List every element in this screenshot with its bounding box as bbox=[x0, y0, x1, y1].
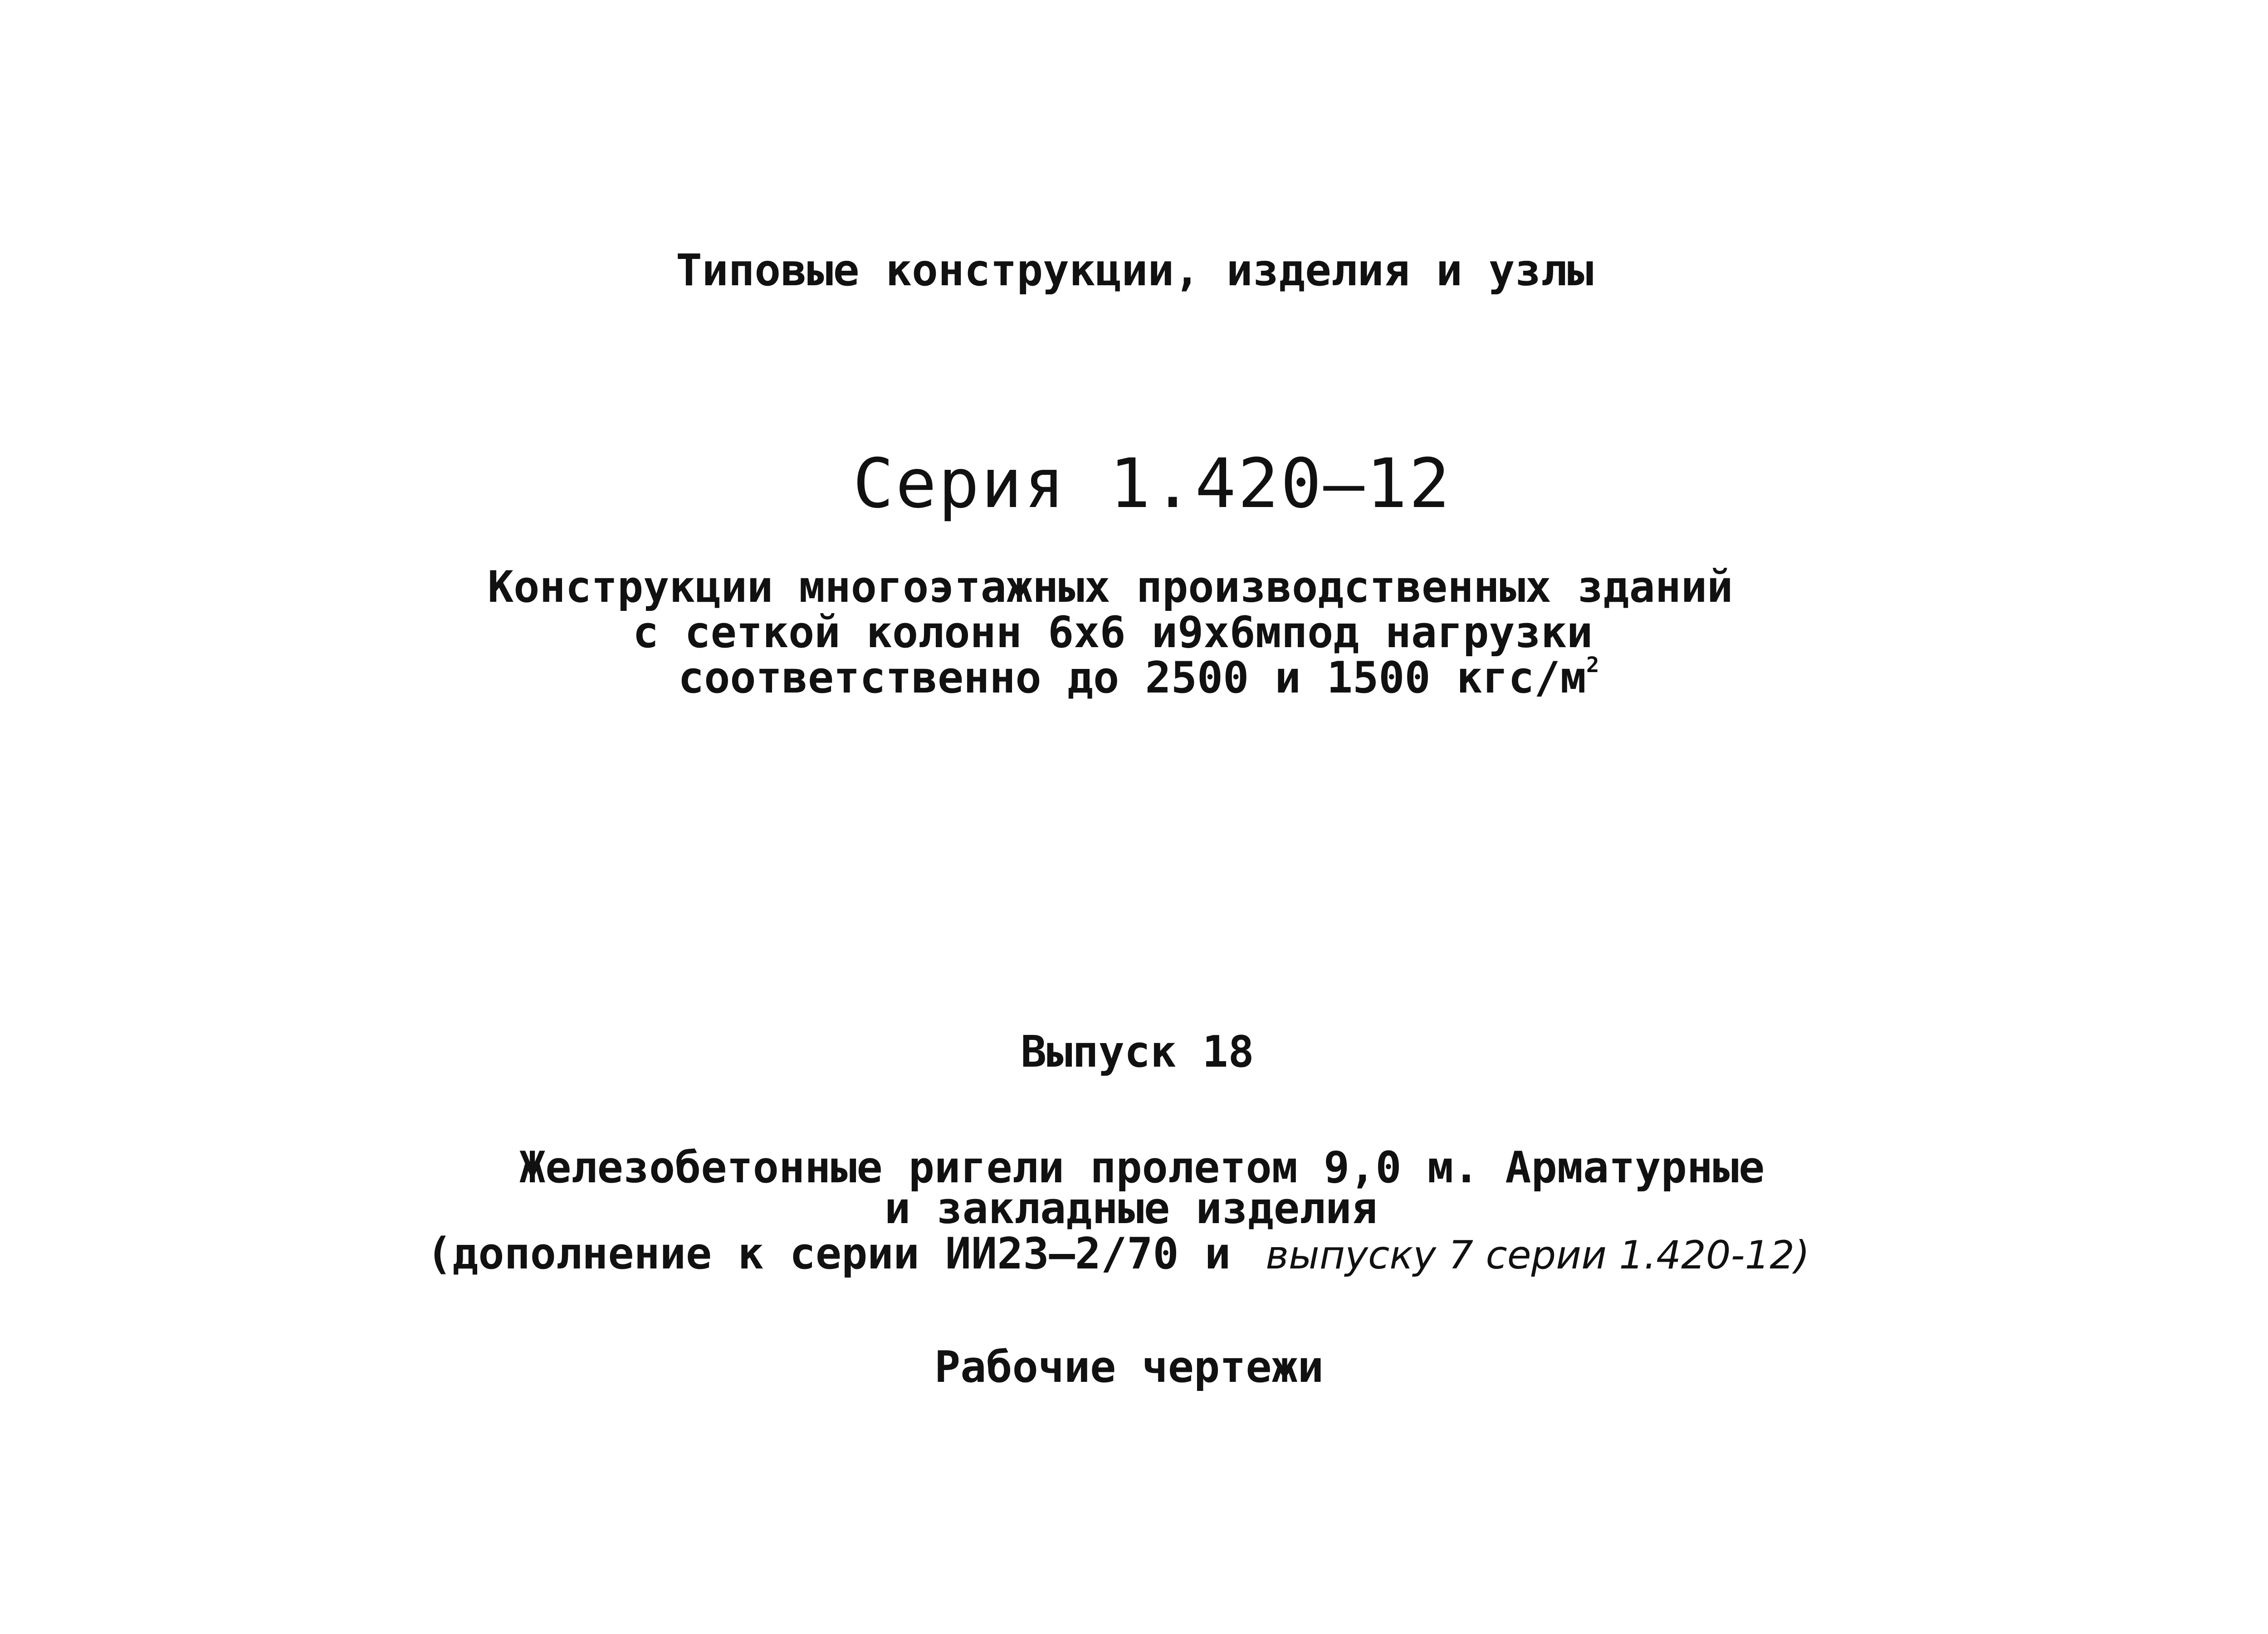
unit-superscript: 2 bbox=[1586, 652, 1599, 678]
series-description-line-3 bbox=[678, 653, 1599, 703]
issue-title: Выпуск 18 bbox=[1021, 1027, 1254, 1077]
issue-addendum-typed: (дополнение к серии ИИ23—2/70 и bbox=[426, 1229, 1231, 1279]
footer-line: Рабочие чертежи bbox=[934, 1342, 1324, 1392]
series-description-line-3-text: соответственно до 2500 и 1500 кгс/м bbox=[678, 653, 1586, 703]
series-description-line-2: с сеткой колонн 6х6 и9х6мпод нагрузки bbox=[633, 608, 1593, 658]
series-description-line-1: Конструкции многоэтажных производственных зданий bbox=[488, 562, 1733, 612]
issue-description-line-1: Железобетонные ригели пролетом 9,0 м. Арматурные bbox=[519, 1143, 1765, 1193]
issue-description-line-2: и закладные изделия bbox=[885, 1184, 1378, 1234]
header-line: Типовые конструкции, изделия и узлы bbox=[676, 245, 1593, 296]
issue-addendum-line bbox=[426, 1229, 1810, 1279]
series-title: Серия 1.420—12 bbox=[853, 444, 1452, 523]
issue-addendum-handwritten: выпуску 7 серии 1.420-12) bbox=[1266, 1233, 1810, 1278]
